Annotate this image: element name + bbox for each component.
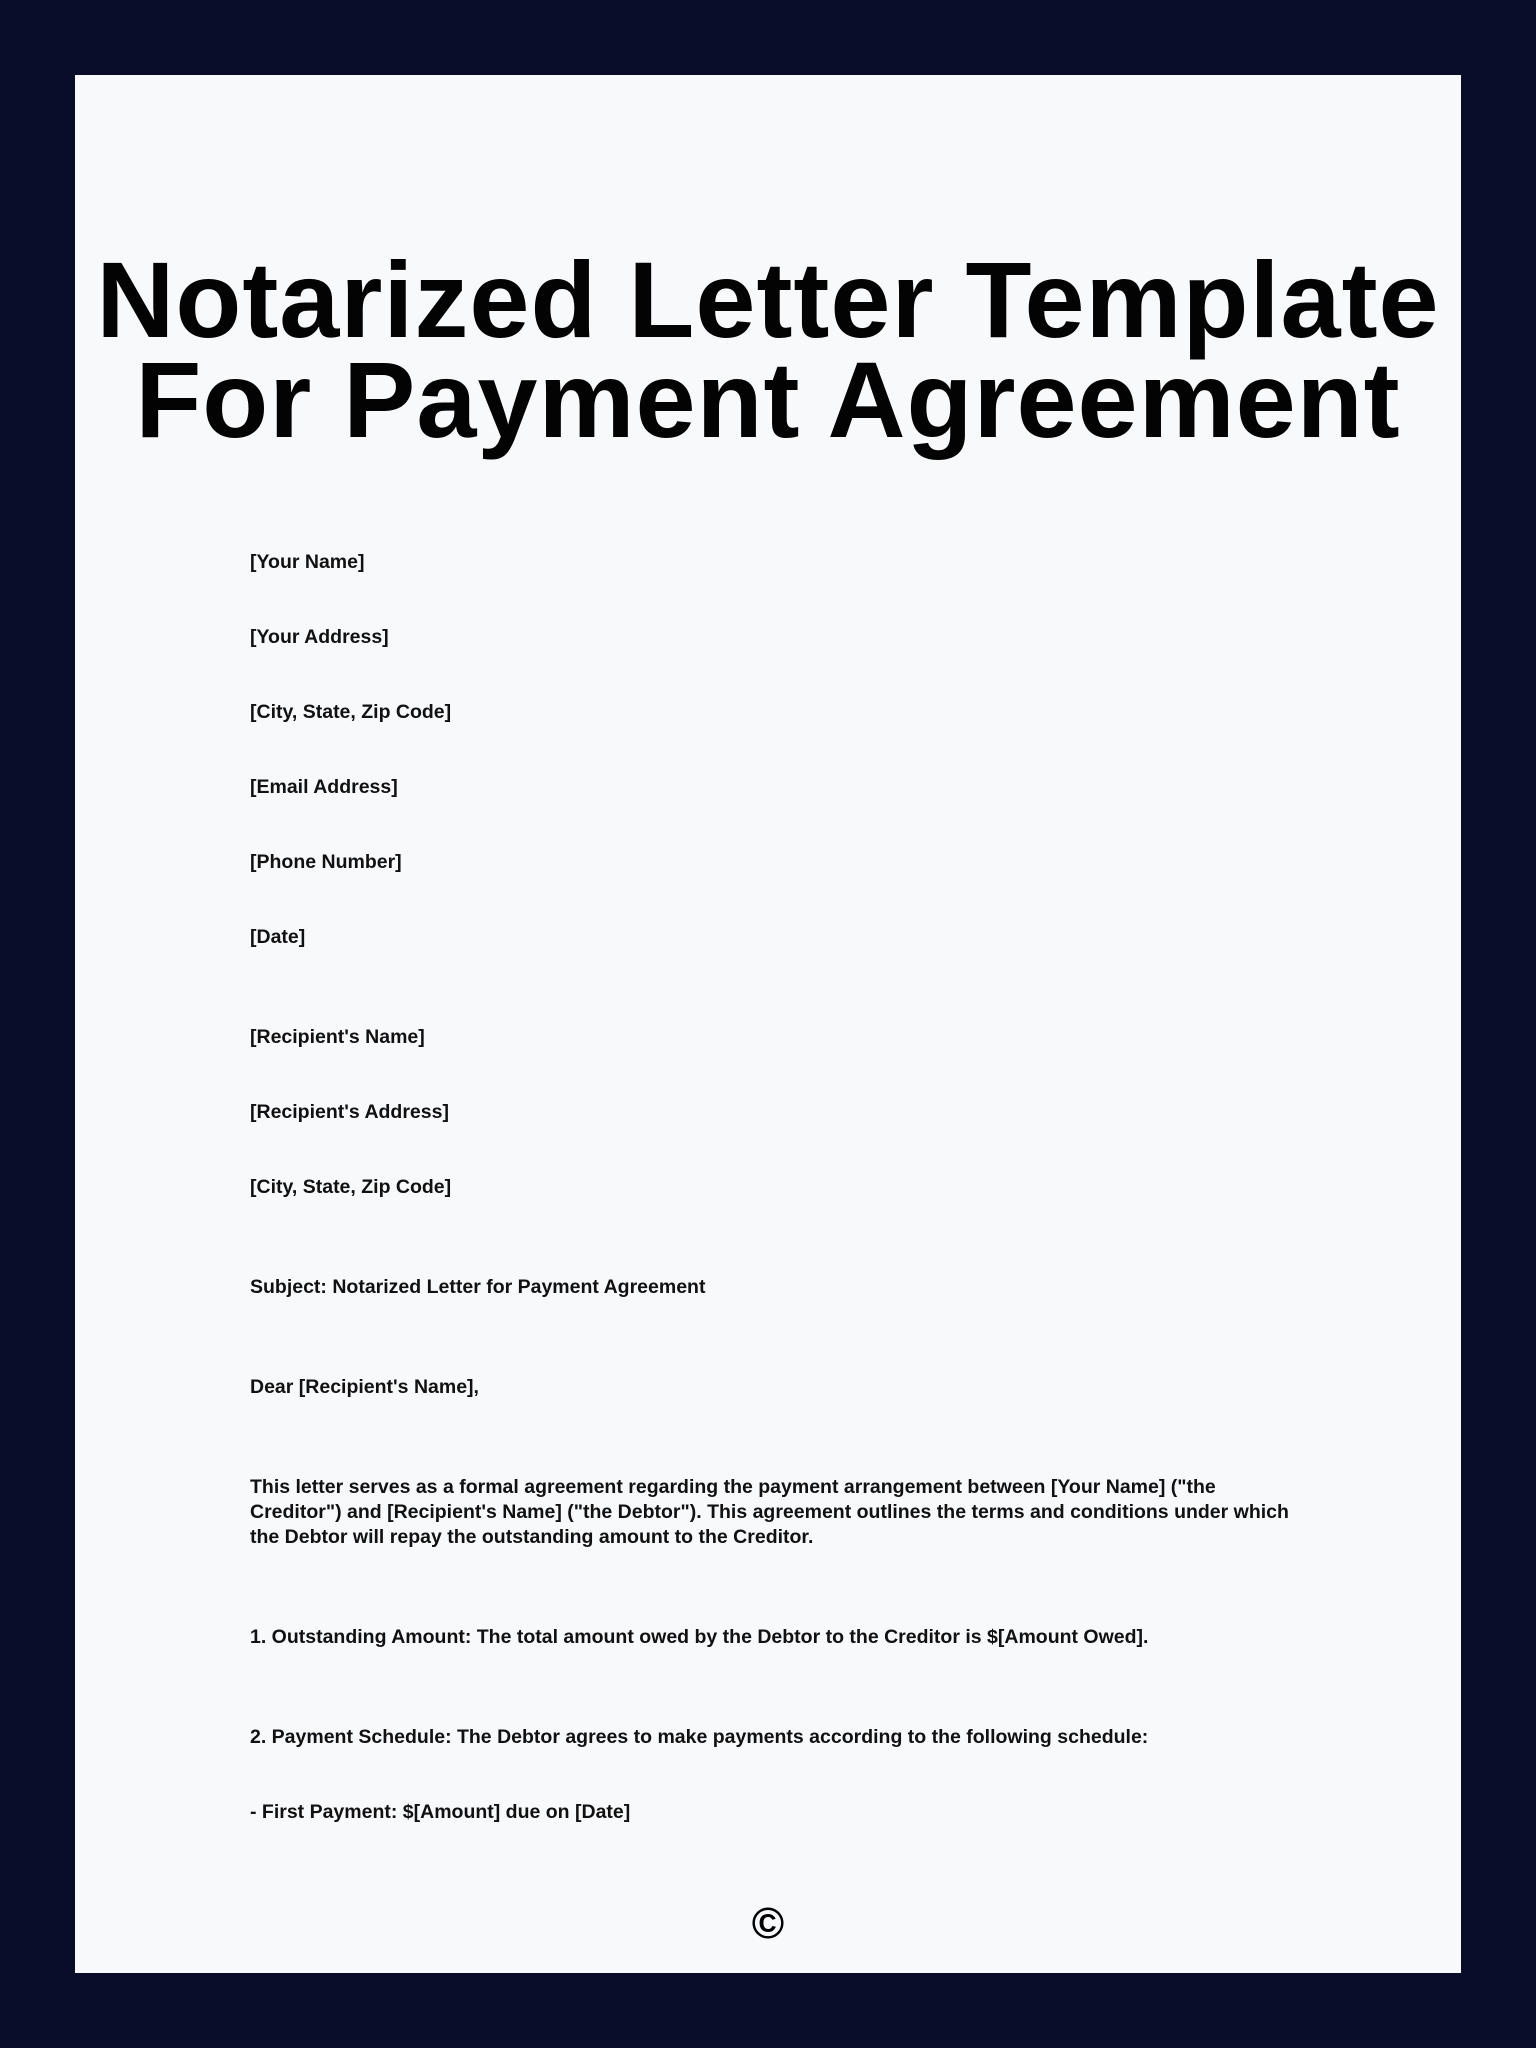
recipient-city-state-zip: [City, State, Zip Code]	[250, 1176, 452, 1198]
sender-city-state-zip: [City, State, Zip Code]	[250, 701, 452, 723]
recipient-address: [Recipient's Address]	[250, 1101, 449, 1123]
sender-email: [Email Address]	[250, 776, 398, 798]
subject-line: Subject: Notarized Letter for Payment Agreement	[250, 1276, 706, 1298]
copyright-icon: ©	[751, 1899, 785, 1948]
intro-paragraph: This letter serves as a formal agreement regarding the payment arrangement between [Your Name] ("the Creditor") and [Recipient's Name] ("the Debtor"). This agreement outlines the terms and conditions under which the Debtor will repay the outstanding amount to the Creditor.	[250, 1476, 1289, 1548]
sender-address: [Your Address]	[250, 626, 389, 648]
document-page	[75, 75, 1461, 1973]
salutation: Dear [Recipient's Name],	[250, 1376, 479, 1398]
item-payment-schedule: 2. Payment Schedule: The Debtor agrees to make payments according to the following schedule:	[250, 1726, 1149, 1748]
title-line-2: For Payment Agreement	[135, 339, 1401, 460]
first-payment-line: - First Payment: $[Amount] due on [Date]	[250, 1801, 631, 1823]
sender-name: [Your Name]	[250, 551, 365, 573]
document-title	[75, 239, 1461, 460]
item-outstanding-amount: 1. Outstanding Amount: The total amount owed by the Debtor to the Creditor is $[Amount Owed].	[250, 1626, 1149, 1648]
letter-date: [Date]	[250, 926, 306, 948]
title-line-1: Notarized Letter Template	[96, 239, 1440, 360]
sender-phone: [Phone Number]	[250, 851, 402, 873]
recipient-name: [Recipient's Name]	[250, 1026, 425, 1048]
